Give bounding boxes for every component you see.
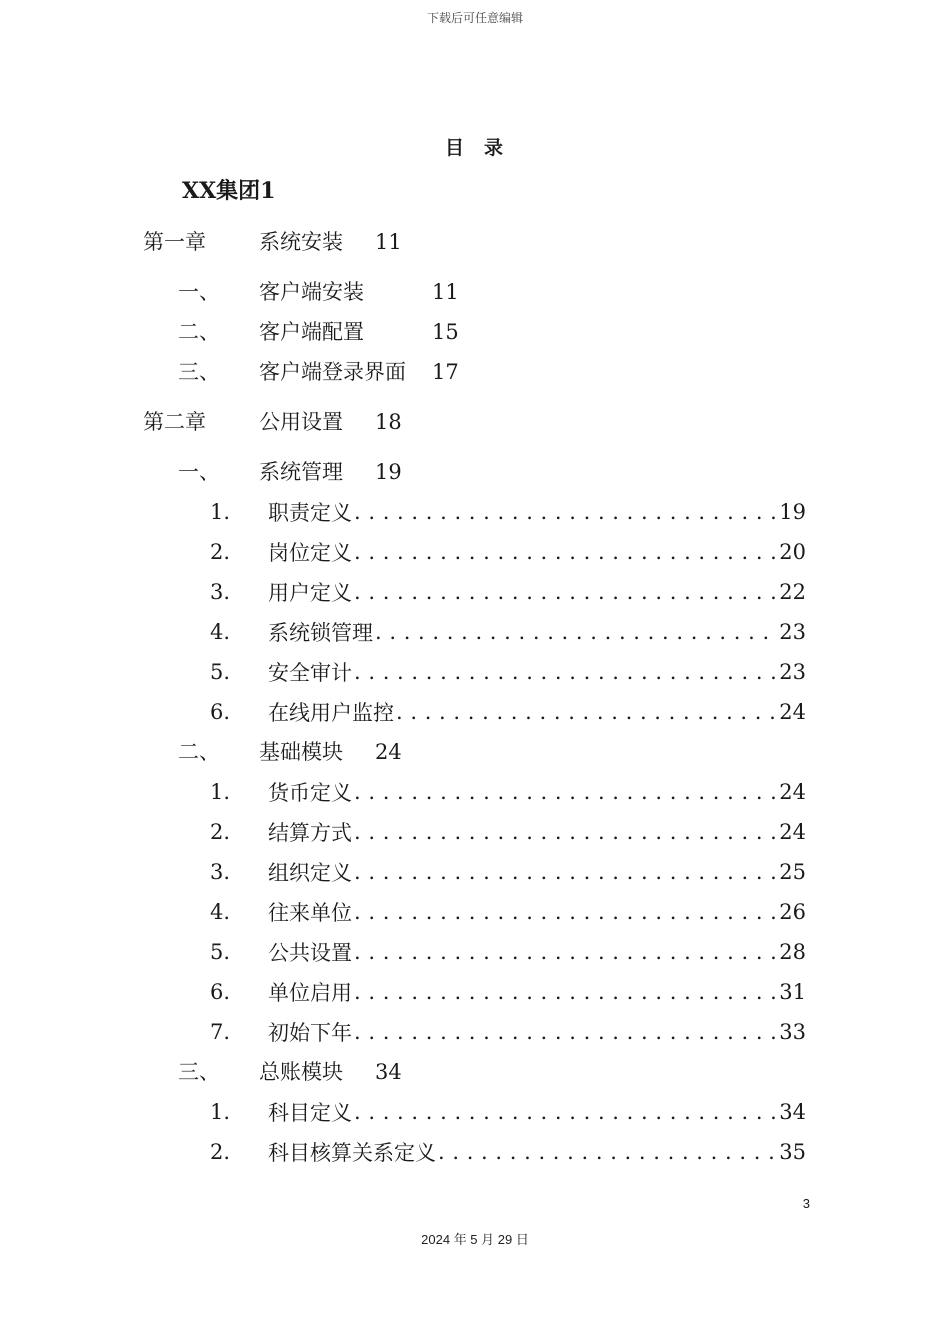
section-number: 三、 xyxy=(178,360,220,384)
item-page: 33 xyxy=(779,1020,806,1044)
item-title: 用户定义 xyxy=(268,581,352,605)
section-number: 一、 xyxy=(178,460,220,484)
page-number: 3 xyxy=(802,1196,810,1211)
item-title: 货币定义 xyxy=(268,781,352,805)
page-footer-date: 2024 年 5 月 29 日 xyxy=(421,1232,529,1247)
toc-item[interactable] xyxy=(210,1018,806,1046)
item-page: 25 xyxy=(779,860,806,884)
section-number: 二、 xyxy=(178,320,220,344)
item-page: 19 xyxy=(779,500,806,524)
item-title: 系统锁管理 xyxy=(268,621,373,645)
toc-item[interactable] xyxy=(210,498,806,526)
section-number: 一、 xyxy=(178,280,220,304)
item-page: 22 xyxy=(779,580,806,604)
item-number: 7. xyxy=(210,1020,231,1044)
dot-leader xyxy=(354,940,777,964)
item-title: 职责定义 xyxy=(268,501,352,525)
toc-item[interactable] xyxy=(210,538,806,566)
section-page: 15 xyxy=(432,320,459,344)
chapter-number: 第二章 xyxy=(143,410,206,434)
item-page: 24 xyxy=(779,820,806,844)
toc-title-right: 录 xyxy=(484,137,506,159)
dot-leader xyxy=(354,820,777,844)
toc-item[interactable] xyxy=(210,578,806,606)
page-header: 下载后可任意编辑 xyxy=(426,11,523,25)
item-number: 2. xyxy=(210,1140,231,1164)
chapter-page: 11 xyxy=(375,230,402,254)
dot-leader xyxy=(354,580,777,604)
item-number: 4. xyxy=(210,620,231,644)
toc-group[interactable] xyxy=(182,177,275,205)
toc-title xyxy=(0,133,950,160)
section-title: 客户端配置 xyxy=(259,320,364,344)
chapter-number: 第一章 xyxy=(143,230,206,254)
dot-leader xyxy=(354,660,777,684)
item-number: 3. xyxy=(210,580,231,604)
toc-item[interactable] xyxy=(210,1138,806,1166)
toc-item[interactable] xyxy=(210,1098,806,1126)
item-title: 科目核算关系定义 xyxy=(268,1141,436,1165)
item-title: 科目定义 xyxy=(268,1101,352,1125)
section-page: 17 xyxy=(432,360,459,384)
dot-leader xyxy=(438,1140,777,1164)
section-number: 二、 xyxy=(178,740,220,764)
section-title: 总账模块 xyxy=(259,1060,343,1084)
toc-item[interactable] xyxy=(210,818,806,846)
item-number: 2. xyxy=(210,820,231,844)
toc-item[interactable] xyxy=(210,658,806,686)
dot-leader xyxy=(354,900,777,924)
toc-item[interactable] xyxy=(210,698,806,726)
item-title: 初始下年 xyxy=(268,1021,352,1045)
section-number: 三、 xyxy=(178,1060,220,1084)
chapter-page: 18 xyxy=(375,410,402,434)
section-page: 24 xyxy=(375,740,402,764)
toc-item[interactable] xyxy=(210,938,806,966)
item-page: 28 xyxy=(779,940,806,964)
item-title: 在线用户监控 xyxy=(268,701,394,725)
item-page: 26 xyxy=(779,900,806,924)
item-page: 24 xyxy=(779,780,806,804)
item-number: 3. xyxy=(210,860,231,884)
dot-leader xyxy=(354,860,777,884)
toc-item[interactable] xyxy=(210,778,806,806)
section-page: 19 xyxy=(375,460,402,484)
chapter-title: 系统安装 xyxy=(259,230,343,254)
section-title: 客户端安装 xyxy=(259,280,364,304)
item-number: 1. xyxy=(210,780,231,804)
toc-group-label: XX集团 xyxy=(182,178,261,204)
dot-leader xyxy=(354,1100,777,1124)
dot-leader xyxy=(354,500,777,524)
item-title: 组织定义 xyxy=(268,861,352,885)
toc-title-left: 目 xyxy=(444,137,466,159)
dot-leader xyxy=(375,620,777,644)
dot-leader xyxy=(354,1020,777,1044)
section-page: 11 xyxy=(432,280,459,304)
dot-leader xyxy=(354,540,777,564)
item-number: 1. xyxy=(210,1100,231,1124)
item-number: 2. xyxy=(210,540,231,564)
section-title: 基础模块 xyxy=(259,740,343,764)
dot-leader xyxy=(396,700,777,724)
item-title: 安全审计 xyxy=(268,661,352,685)
item-title: 单位启用 xyxy=(268,981,352,1005)
item-page: 23 xyxy=(779,620,806,644)
item-page: 23 xyxy=(779,660,806,684)
item-page: 31 xyxy=(779,980,806,1004)
item-number: 6. xyxy=(210,980,231,1004)
item-page: 24 xyxy=(779,700,806,724)
item-number: 4. xyxy=(210,900,231,924)
item-title: 公共设置 xyxy=(268,941,352,965)
toc-item[interactable] xyxy=(210,978,806,1006)
item-title: 结算方式 xyxy=(268,821,352,845)
toc-item[interactable] xyxy=(210,858,806,886)
toc-item[interactable] xyxy=(210,898,806,926)
item-number: 6. xyxy=(210,700,231,724)
item-title: 岗位定义 xyxy=(268,541,352,565)
item-number: 5. xyxy=(210,660,231,684)
toc-group-page: 1 xyxy=(260,178,276,204)
toc-item[interactable] xyxy=(210,618,806,646)
chapter-title: 公用设置 xyxy=(259,410,343,434)
item-page: 20 xyxy=(779,540,806,564)
section-title: 系统管理 xyxy=(259,460,343,484)
section-page: 34 xyxy=(375,1060,402,1084)
dot-leader xyxy=(354,980,777,1004)
item-page: 34 xyxy=(779,1100,806,1124)
item-title: 往来单位 xyxy=(268,901,352,925)
section-title: 客户端登录界面 xyxy=(259,360,406,384)
dot-leader xyxy=(354,780,777,804)
item-page: 35 xyxy=(779,1140,806,1164)
item-number: 1. xyxy=(210,500,231,524)
item-number: 5. xyxy=(210,940,231,964)
